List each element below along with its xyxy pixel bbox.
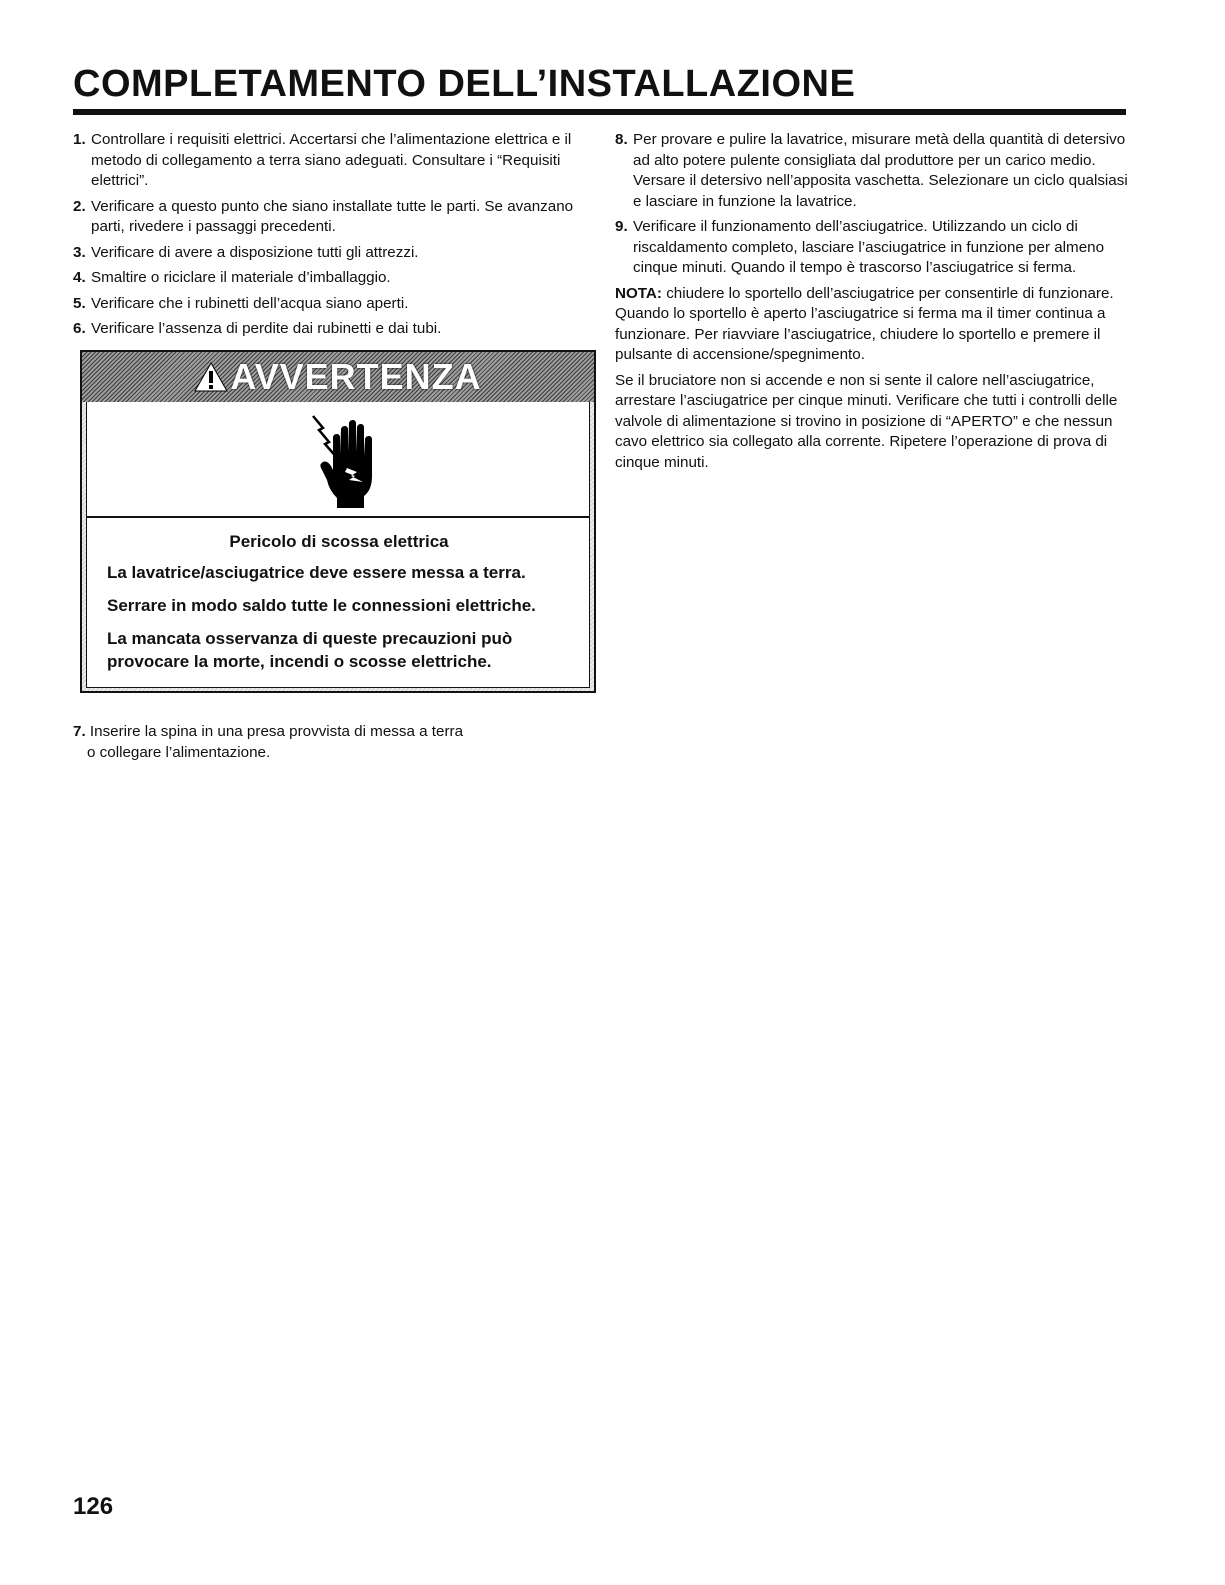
step-text: Verificare il funzionamento dell’asciugatrice. Utilizzando un ciclo di riscaldamento completo, lasciare l’asciugatrice in funzione per almeno cinque minuti. Quando il tempo è trascorso l’asciugatrice si ferma. (633, 218, 1105, 276)
warning-header-text (194, 356, 481, 398)
step-number: 6. (73, 320, 86, 337)
step-text: Smaltire o riciclare il materiale d’imballaggio. (91, 269, 391, 286)
step-number: 3. (73, 243, 86, 261)
step-text-line-2: o collegare l’alimentazione. (87, 743, 271, 761)
step-number: 5. (73, 294, 86, 312)
note-label: NOTA: (615, 284, 662, 302)
warning-header (82, 352, 594, 402)
warning-line-2: Serrare in modo saldo tutte le connessioni elettriche. (107, 596, 536, 615)
step-text: Verificare l’assenza di perdite dai rubinetti e dai tubi. (91, 320, 442, 337)
alert-triangle-icon (194, 362, 228, 392)
page-number: 126 (73, 1493, 114, 1520)
page-title: COMPLETAMENTO DELL’INSTALLAZIONE (73, 63, 856, 105)
list-item (73, 197, 593, 238)
list-item (73, 243, 593, 264)
step-text: Controllare i requisiti elettrici. Accertarsi che l’alimentazione elettrica e il metodo di collegamento a terra siano adeguati. Consultare i “Requisiti elettrici”. (91, 131, 572, 189)
step-text: Per provare e pulire la lavatrice, misurare metà della quantità di detersivo ad alto potere pulente consigliata dal produttore per un carico medio. Versare il detersivo nell’apposita vaschetta. Selezionare un ciclo qualsiasi e lasciare in funzione la lavatrice. (633, 131, 1128, 210)
list-item (73, 268, 593, 289)
step-number: 1. (73, 131, 86, 148)
step-number: 4. (73, 269, 86, 286)
step-number: 9. (615, 218, 628, 235)
warning-title: AVVERTENZA (230, 356, 482, 397)
step-number: 7. (73, 723, 86, 740)
electric-shock-hand-icon (309, 410, 379, 510)
step-text: Verificare che i rubinetti dell’acqua siano aperti. (91, 294, 409, 312)
step-number: 8. (615, 131, 628, 148)
hazard-title: Pericolo di scossa elettrica (229, 532, 449, 551)
list-item (615, 130, 1130, 212)
left-column (73, 130, 593, 345)
list-item (73, 294, 593, 315)
step-7 (73, 722, 593, 763)
left-steps-list (73, 130, 593, 340)
step-text: Verificare di avere a disposizione tutti gli attrezzi. (91, 243, 419, 261)
warning-text-box (86, 518, 590, 688)
list-item (615, 217, 1130, 279)
warning-line-1: La lavatrice/asciugatrice deve essere messa a terra. (107, 563, 526, 582)
list-item (73, 130, 593, 192)
right-steps-list (615, 130, 1130, 279)
step-number: 2. (73, 197, 86, 215)
warning-box (80, 350, 596, 693)
title-rule (73, 109, 1126, 115)
symbol-panel (86, 402, 590, 518)
warning-line-3: La mancata osservanza di queste precauzioni può provocare la morte, incendi o scosse elettriche. (107, 629, 513, 671)
note-text: chiudere lo sportello dell’asciugatrice per consentirle di funzionare. Quando lo sportello è aperto l’asciugatrice si ferma ma il timer continua a funzionare. Per riavviare l’asciugatrice, chiudere lo sportello e premere il pulsante di accensione/spegnimento. (615, 284, 1114, 363)
list-item (73, 319, 593, 340)
step-text: Verificare a questo punto che siano installate tutte le parti. Se avanzano parti, rivedere i passaggi precedenti. (91, 197, 574, 235)
burner-paragraph: Se il bruciatore non si accende e non si sente il calore nell’asciugatrice, arrestare l’asciugatrice per cinque minuti. Verificare che tutti i controlli delle valvole di alimentazione si trovino in posizione di “APERTO” e che nessun cavo elettrico sia collegato alla corrente. Ripetere l’operazione di prova di cinque minuti. (615, 371, 1118, 471)
right-column (615, 130, 1130, 478)
note-paragraph (615, 284, 1130, 366)
step-text-line-1: Inserire la spina in una presa provvista di messa a terra (89, 723, 464, 740)
